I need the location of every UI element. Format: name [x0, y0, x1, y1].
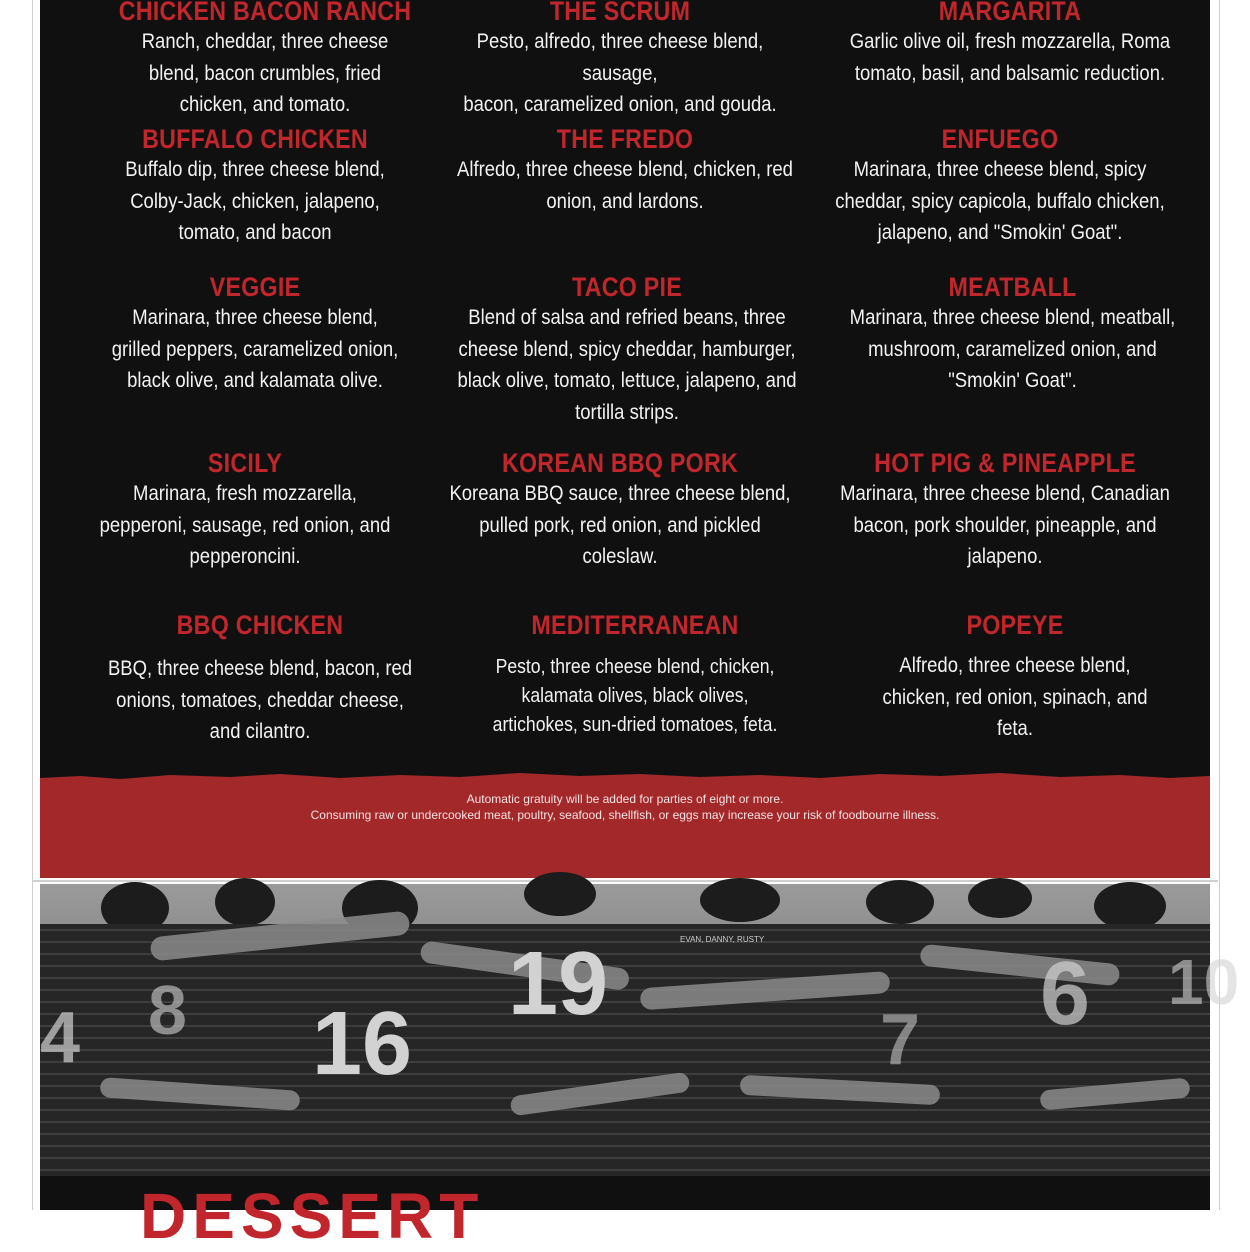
jersey-number: 6 — [1040, 944, 1091, 1044]
menu-item-desc: Pesto, three cheese blend, chicken, kalamata olives, black olives, artichokes, sun-dried tomatoes, feta. — [492, 656, 778, 736]
menu-item-desc: Ranch, cheddar, three cheese blend, bacon crumbles, fried chicken, and tomato. — [141, 30, 389, 116]
menu-item-name: MARGARITA — [938, 0, 1082, 26]
menu-item — [80, 0, 450, 121]
jersey-number: 16 — [312, 994, 413, 1094]
pizza-menu-panel — [40, 0, 1210, 878]
menu-item-name: ENFUEGO — [941, 124, 1059, 154]
rugby-team-photo — [40, 884, 1240, 1176]
jersey-number: 4 — [40, 998, 81, 1078]
menu-item-desc: Garlic olive oil, fresh mozzarella, Roma tomato, basil, and balsamic reduction. — [849, 30, 1171, 85]
menu-item-name: BUFFALO CHICKEN — [142, 124, 368, 154]
rugby-huddle-illustration — [40, 884, 1240, 1176]
menu-item — [432, 272, 822, 428]
gratuity-notice: Automatic gratuity will be added for parties of eight or more. — [466, 792, 784, 806]
menu-item — [815, 448, 1195, 573]
menu-item — [430, 124, 820, 217]
menu-item — [820, 0, 1200, 89]
menu-item-name: KOREAN BBQ PORK — [501, 448, 739, 478]
jersey-number: 10 — [1168, 946, 1240, 1018]
shirt-text: EVAN, DANNY, RUSTY — [680, 935, 765, 944]
menu-item — [80, 610, 440, 748]
menu-item-desc: Koreana BBQ sauce, three cheese blend, pulled pork, red onion, and pickled coleslaw. — [449, 482, 791, 568]
menu-item-desc: BBQ, three cheese blend, bacon, red onions, tomatoes, cheddar cheese, and cilantro. — [107, 657, 413, 743]
menu-item-name: BBQ CHICKEN — [176, 610, 344, 640]
menu-item-name: CHICKEN BACON RANCH — [118, 0, 412, 26]
menu-item-name: THE SCRUM — [549, 0, 691, 26]
jersey-number: 7 — [880, 1000, 921, 1080]
menu-item-desc: Alfredo, three cheese blend, chicken, red onion, spinach, and feta. — [882, 654, 1148, 740]
menu-item-name: POPEYE — [966, 610, 1064, 640]
menu-item-name: TACO PIE — [571, 272, 682, 302]
menu-item-desc: Marinara, three cheese blend, grilled peppers, caramelized onion, black olive, and kalamata olive. — [111, 306, 399, 392]
menu-item — [820, 272, 1205, 397]
dessert-section-top — [40, 1176, 1210, 1252]
food-safety-notice: Consuming raw or undercooked meat, poultry, seafood, shellfish, or eggs may increase your risk of foodbourne illness. — [310, 808, 940, 822]
menu-item-desc: Marinara, three cheese blend, spicy cheddar, spicy capicola, buffalo chicken, jalapeno, and "Smokin' Goat". — [835, 158, 1165, 244]
menu-item — [60, 448, 430, 573]
menu-item-desc: Blend of salsa and refried beans, three cheese blend, spicy cheddar, hamburger, black olive, tomato, lettuce, jalapeno, and tortilla strips. — [457, 306, 797, 424]
menu-item — [830, 610, 1200, 745]
menu-item-desc: Marinara, three cheese blend, meatball, mushroom, caramelized onion, and "Smokin' Goat". — [849, 306, 1176, 392]
menu-item — [80, 124, 430, 249]
menu-item — [450, 610, 820, 740]
menu-item-desc: Pesto, alfredo, three cheese blend, sausage, bacon, caramelized onion, and gouda. — [463, 30, 777, 116]
menu-item — [810, 124, 1190, 249]
menu-item-desc: Buffalo dip, three cheese blend, Colby-Jack, chicken, jalapeno, tomato, and bacon — [125, 158, 385, 244]
jersey-number: 8 — [148, 971, 187, 1049]
menu-item-desc: Alfredo, three cheese blend, chicken, red onion, and lardons. — [457, 158, 793, 213]
menu-item-desc: Marinara, fresh mozzarella, pepperoni, sausage, red onion, and pepperoncini. — [99, 482, 391, 568]
menu-item-name: MEATBALL — [948, 272, 1077, 302]
page-divider — [32, 880, 1218, 882]
menu-item — [420, 0, 820, 121]
menu-item-name: THE FREDO — [556, 124, 694, 154]
dessert-heading: DESSERT — [140, 1180, 485, 1252]
menu-item-name: MEDITERRANEAN — [531, 610, 739, 640]
menu-item — [425, 448, 815, 573]
menu-item-name: HOT PIG & PINEAPPLE — [874, 448, 1136, 478]
jersey-number: 19 — [508, 934, 609, 1034]
menu-item-name: VEGGIE — [209, 272, 301, 302]
menu-item — [70, 272, 440, 397]
menu-item-name: SICILY — [207, 448, 283, 478]
menu-item-desc: Marinara, three cheese blend, Canadian bacon, pork shoulder, pineapple, and jalapeno. — [840, 482, 1170, 568]
